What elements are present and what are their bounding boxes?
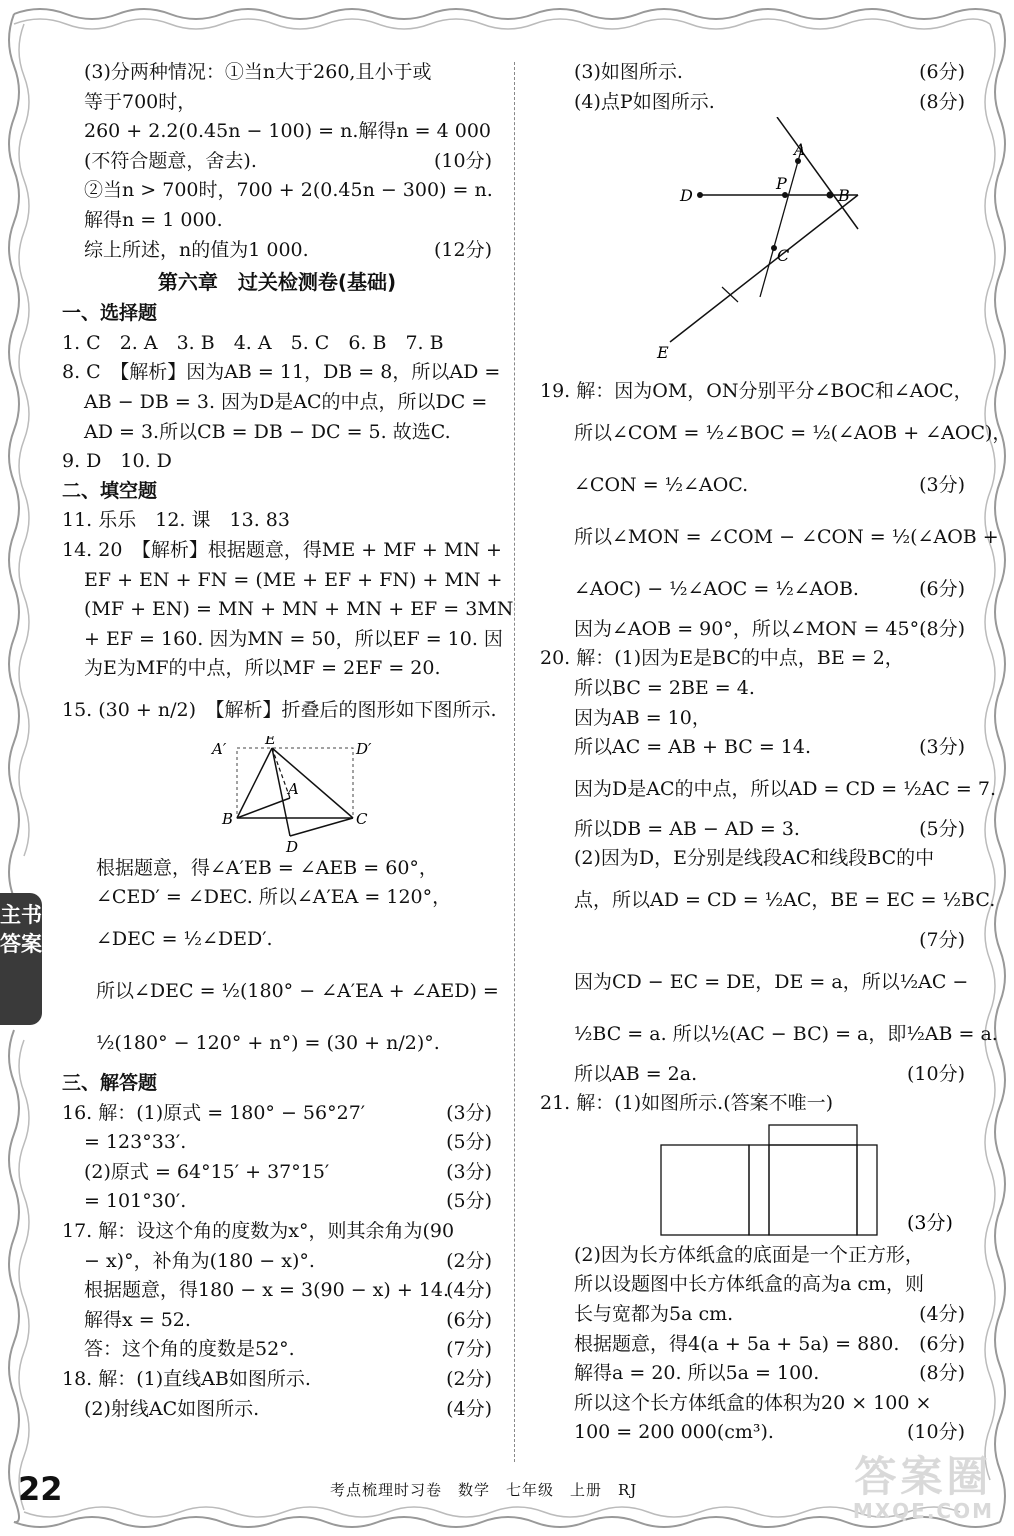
q16-line: (2)原式 = 64°15′ + 37°15′ (3分) — [62, 1158, 492, 1188]
q15-sol-line: ½(180° − 120° + n°) = (30 + n/2)°. — [96, 1032, 440, 1055]
score: (6分) — [919, 61, 965, 83]
q15-line: (不符合题意，舍去). (10分) — [62, 147, 492, 177]
score: (10分) — [906, 1421, 965, 1444]
score: (8分) — [919, 90, 965, 113]
q8-line: 8. C 【解析】因为AB = 11，DB = 8，所以AD = — [62, 361, 501, 384]
q15-sol-line: 所以∠DEC = ½(180° − ∠A′EA + ∠AED) = — [96, 980, 499, 1003]
score: (5分) — [919, 817, 965, 840]
answers-9-10: 9. D 10. D — [62, 450, 172, 473]
q21-line: 根据题意，得4(a + 5a + 5a) = 880. (6分) — [540, 1330, 965, 1360]
section-heading: 二、填空题 — [62, 479, 158, 502]
q18-cont-line: (4)点P如图所示. (8分) — [540, 88, 965, 118]
q18-line: 18. 解：(1)直线AB如图所示. (2分) — [62, 1365, 492, 1395]
q19-line: 因为∠AOB = 90°，所以∠MON = 45°. (8分) — [540, 615, 965, 645]
answers-11-13: 11. 乐乐 12. 课 13. 83 — [62, 509, 290, 532]
q15-sol-line: ∠CED′ = ∠DEC. 所以∠A′EA = 120°， — [96, 886, 452, 909]
footer-title: 考点梳理时习卷 数学 七年级 上册 RJ — [330, 1481, 638, 1499]
fig-label: E — [657, 343, 669, 363]
q17-line: 根据题意，得180 − x = 3(90 − x) + 14. (4分) — [62, 1276, 492, 1306]
q20-line — [540, 926, 965, 956]
q19-line: ∠CON = ½∠AOC. (3分) — [540, 459, 965, 511]
watermark-top: 答案圈 — [854, 1452, 993, 1501]
q21-line: 所以设题图中长方体纸盒的高为a cm，则 — [574, 1273, 925, 1296]
q16-line: = 101°30′. (5分) — [62, 1187, 492, 1217]
fig-label: E — [265, 735, 276, 748]
fig-label: D — [286, 837, 299, 854]
watermark — [853, 1454, 994, 1522]
q20-line: (2)因为D，E分别是线段AC和线段BC的中 — [574, 847, 935, 870]
fig-label: A — [794, 140, 806, 160]
score: (10分) — [906, 1062, 965, 1085]
score: (4分) — [919, 1302, 965, 1325]
q20-line: 20. 解：(1)因为E是BC的中点，BE = 2， — [540, 647, 904, 670]
score: (3分) — [919, 473, 965, 496]
score: (2分) — [446, 1368, 492, 1390]
watermark-bottom: MXQE.COM — [852, 1499, 994, 1523]
fig-label: D′ — [356, 739, 372, 758]
q15-line: (3)分两种情况：①当n大于260,且小于或 — [84, 61, 432, 83]
q20-line: 所以DB = AB − AD = 3. (5分) — [540, 815, 965, 845]
q8-line: AD = 3.所以CB = DB − DC = 5. 故选C. — [84, 420, 451, 443]
q21-line: 100 = 200 000(cm³). (10分) — [540, 1418, 965, 1448]
q20-line: 所以AC = AB + BC = 14. (3分) — [540, 733, 965, 763]
q18-line: (2)射线AC如图所示. (4分) — [62, 1395, 492, 1425]
score: (8分) — [919, 1362, 965, 1385]
q16-line: 16. 解：(1)原式 = 180° − 56°27′ (3分) — [62, 1099, 492, 1129]
q19-line: 19. 解：因为OM，ON分别平分∠BOC和∠AOC， — [540, 380, 973, 403]
q19-line: 所以∠MON = ∠COM − ∠CON = ½(∠AOB + — [574, 525, 999, 548]
geometry-figure — [540, 117, 965, 377]
q21-head: 21. 解：(1)如图所示.(答案不唯一) — [540, 1092, 834, 1115]
answers-1-7: 1. C 2. A 3. B 4. A 5. C 6. B 7. B — [62, 331, 444, 354]
score: (12分) — [433, 238, 492, 261]
q17-line: 解得x = 52. (6分) — [62, 1306, 492, 1336]
score: (3分) — [446, 1101, 492, 1124]
q15-sol-line: 根据题意，得∠A′EB = ∠AEB = 60°， — [96, 856, 438, 879]
q19-line: ∠AOC) − ½∠AOC = ½∠AOB. (6分) — [540, 563, 965, 615]
box-net-figure — [540, 1119, 965, 1241]
q17-line: − x)°，补角为(180 − x)°. (2分) — [62, 1247, 492, 1277]
q20-line: 点，所以AD = CD = ½AC，BE = EC = ½BC. — [574, 888, 996, 911]
q14-line: 为E为MF的中点，所以MF = 2EF = 20. — [84, 657, 441, 680]
page-number: 22 — [18, 1470, 63, 1508]
score: (8分) — [919, 617, 965, 640]
left-column — [62, 58, 514, 1424]
q20-line: 因为D是AC的中点，所以AD = CD = ½AC = 7. — [574, 777, 997, 800]
q18-cont-line: (3)如图所示. (6分) — [540, 58, 965, 88]
fig-label: C — [356, 809, 368, 828]
q20-line: ½BC = a. 所以½(AC − BC) = a，即½AB = a. — [574, 1022, 998, 1045]
q16-line: = 123°33′. (5分) — [62, 1128, 492, 1158]
q20-line: 所以AB = 2a. (10分) — [540, 1060, 965, 1090]
q15-sol-line: ∠DEC = ½∠DED′. — [96, 928, 273, 951]
fig-label: D — [680, 186, 693, 206]
section-heading: 一、选择题 — [62, 302, 158, 325]
score: (3分) — [446, 1160, 492, 1183]
q14-line: + EF = 160. 因为MN = 50，所以EF = 10. 因 — [84, 627, 503, 650]
fig-label: B — [838, 186, 850, 206]
score: (10分) — [433, 149, 492, 172]
score: (3分) — [919, 736, 965, 759]
side-tab-label: 主书答案 — [0, 903, 42, 956]
q14-line: EF + EN + FN = (ME + EF + FN) + MN + — [84, 568, 503, 591]
q15-line: 综上所述，n的值为1 000. (12分) — [62, 236, 492, 266]
q15-line: 解得n = 1 000. — [84, 208, 223, 231]
fig-label: C — [777, 246, 790, 266]
fig-label: A — [288, 779, 299, 798]
q15-head: 15. (30 + n/2) 【解析】折叠后的图形如下图所示. — [62, 698, 497, 721]
q15-line: 等于700时， — [84, 90, 197, 113]
q21-line: (2)因为长方体纸盒的底面是一个正方形， — [574, 1243, 924, 1266]
column-divider — [514, 62, 515, 1462]
score: (4分) — [446, 1279, 492, 1302]
q14-line: (MF + EN) = MN + MN + MN + EF = 3MN — [84, 598, 514, 621]
score: (2分) — [446, 1249, 492, 1272]
q14-line: 14. 20 【解析】根据题意，得ME + MF + MN + — [62, 538, 502, 561]
q19-line: 所以∠COM = ½∠BOC = ½(∠AOB + ∠AOC)， — [574, 421, 1012, 444]
fig-label: P — [776, 174, 787, 194]
q21-line: 解得a = 20. 所以5a = 100. (8分) — [540, 1359, 965, 1389]
fig-label: B — [222, 809, 234, 828]
q21-line: 长与宽都为5a cm. (4分) — [540, 1300, 965, 1330]
score: (6分) — [919, 1332, 965, 1355]
fig-score: (3分) — [907, 1211, 953, 1234]
score: (5分) — [446, 1190, 492, 1213]
q17-line: 答：这个角的度数是52°. (7分) — [62, 1335, 492, 1365]
chapter-title: 第六章 过关检测卷(基础) — [157, 270, 397, 295]
q20-line: 所以BC = 2BE = 4. — [574, 676, 755, 699]
q21-line: 所以这个长方体纸盒的体积为20 × 100 × — [574, 1391, 932, 1414]
q15-line: ②当n > 700时，700 + 2(0.45n − 300) = n. — [84, 179, 493, 202]
side-tab — [0, 893, 42, 1025]
section-heading: 三、解答题 — [62, 1072, 158, 1095]
q17-line: 17. 解：设这个角的度数为x°，则其余角为(90 — [62, 1220, 455, 1243]
q8-line: AB − DB = 3. 因为D是AC的中点，所以DC = — [84, 390, 488, 413]
score: (6分) — [446, 1308, 492, 1331]
score: (7分) — [446, 1338, 492, 1361]
fig-label: A′ — [212, 739, 227, 758]
right-column — [540, 58, 1012, 1448]
q20-line: 因为CD − EC = DE，DE = a，所以½AC − — [574, 970, 969, 993]
score: (6分) — [919, 577, 965, 600]
fold-figure — [62, 736, 492, 854]
score: (4分) — [446, 1397, 492, 1420]
q15-line: 260 + 2.2(0.45n − 100) = n.解得n = 4 000 — [84, 120, 492, 143]
score: (7分) — [919, 928, 965, 951]
score: (5分) — [446, 1131, 492, 1154]
q20-line: 因为AB = 10， — [574, 706, 711, 729]
